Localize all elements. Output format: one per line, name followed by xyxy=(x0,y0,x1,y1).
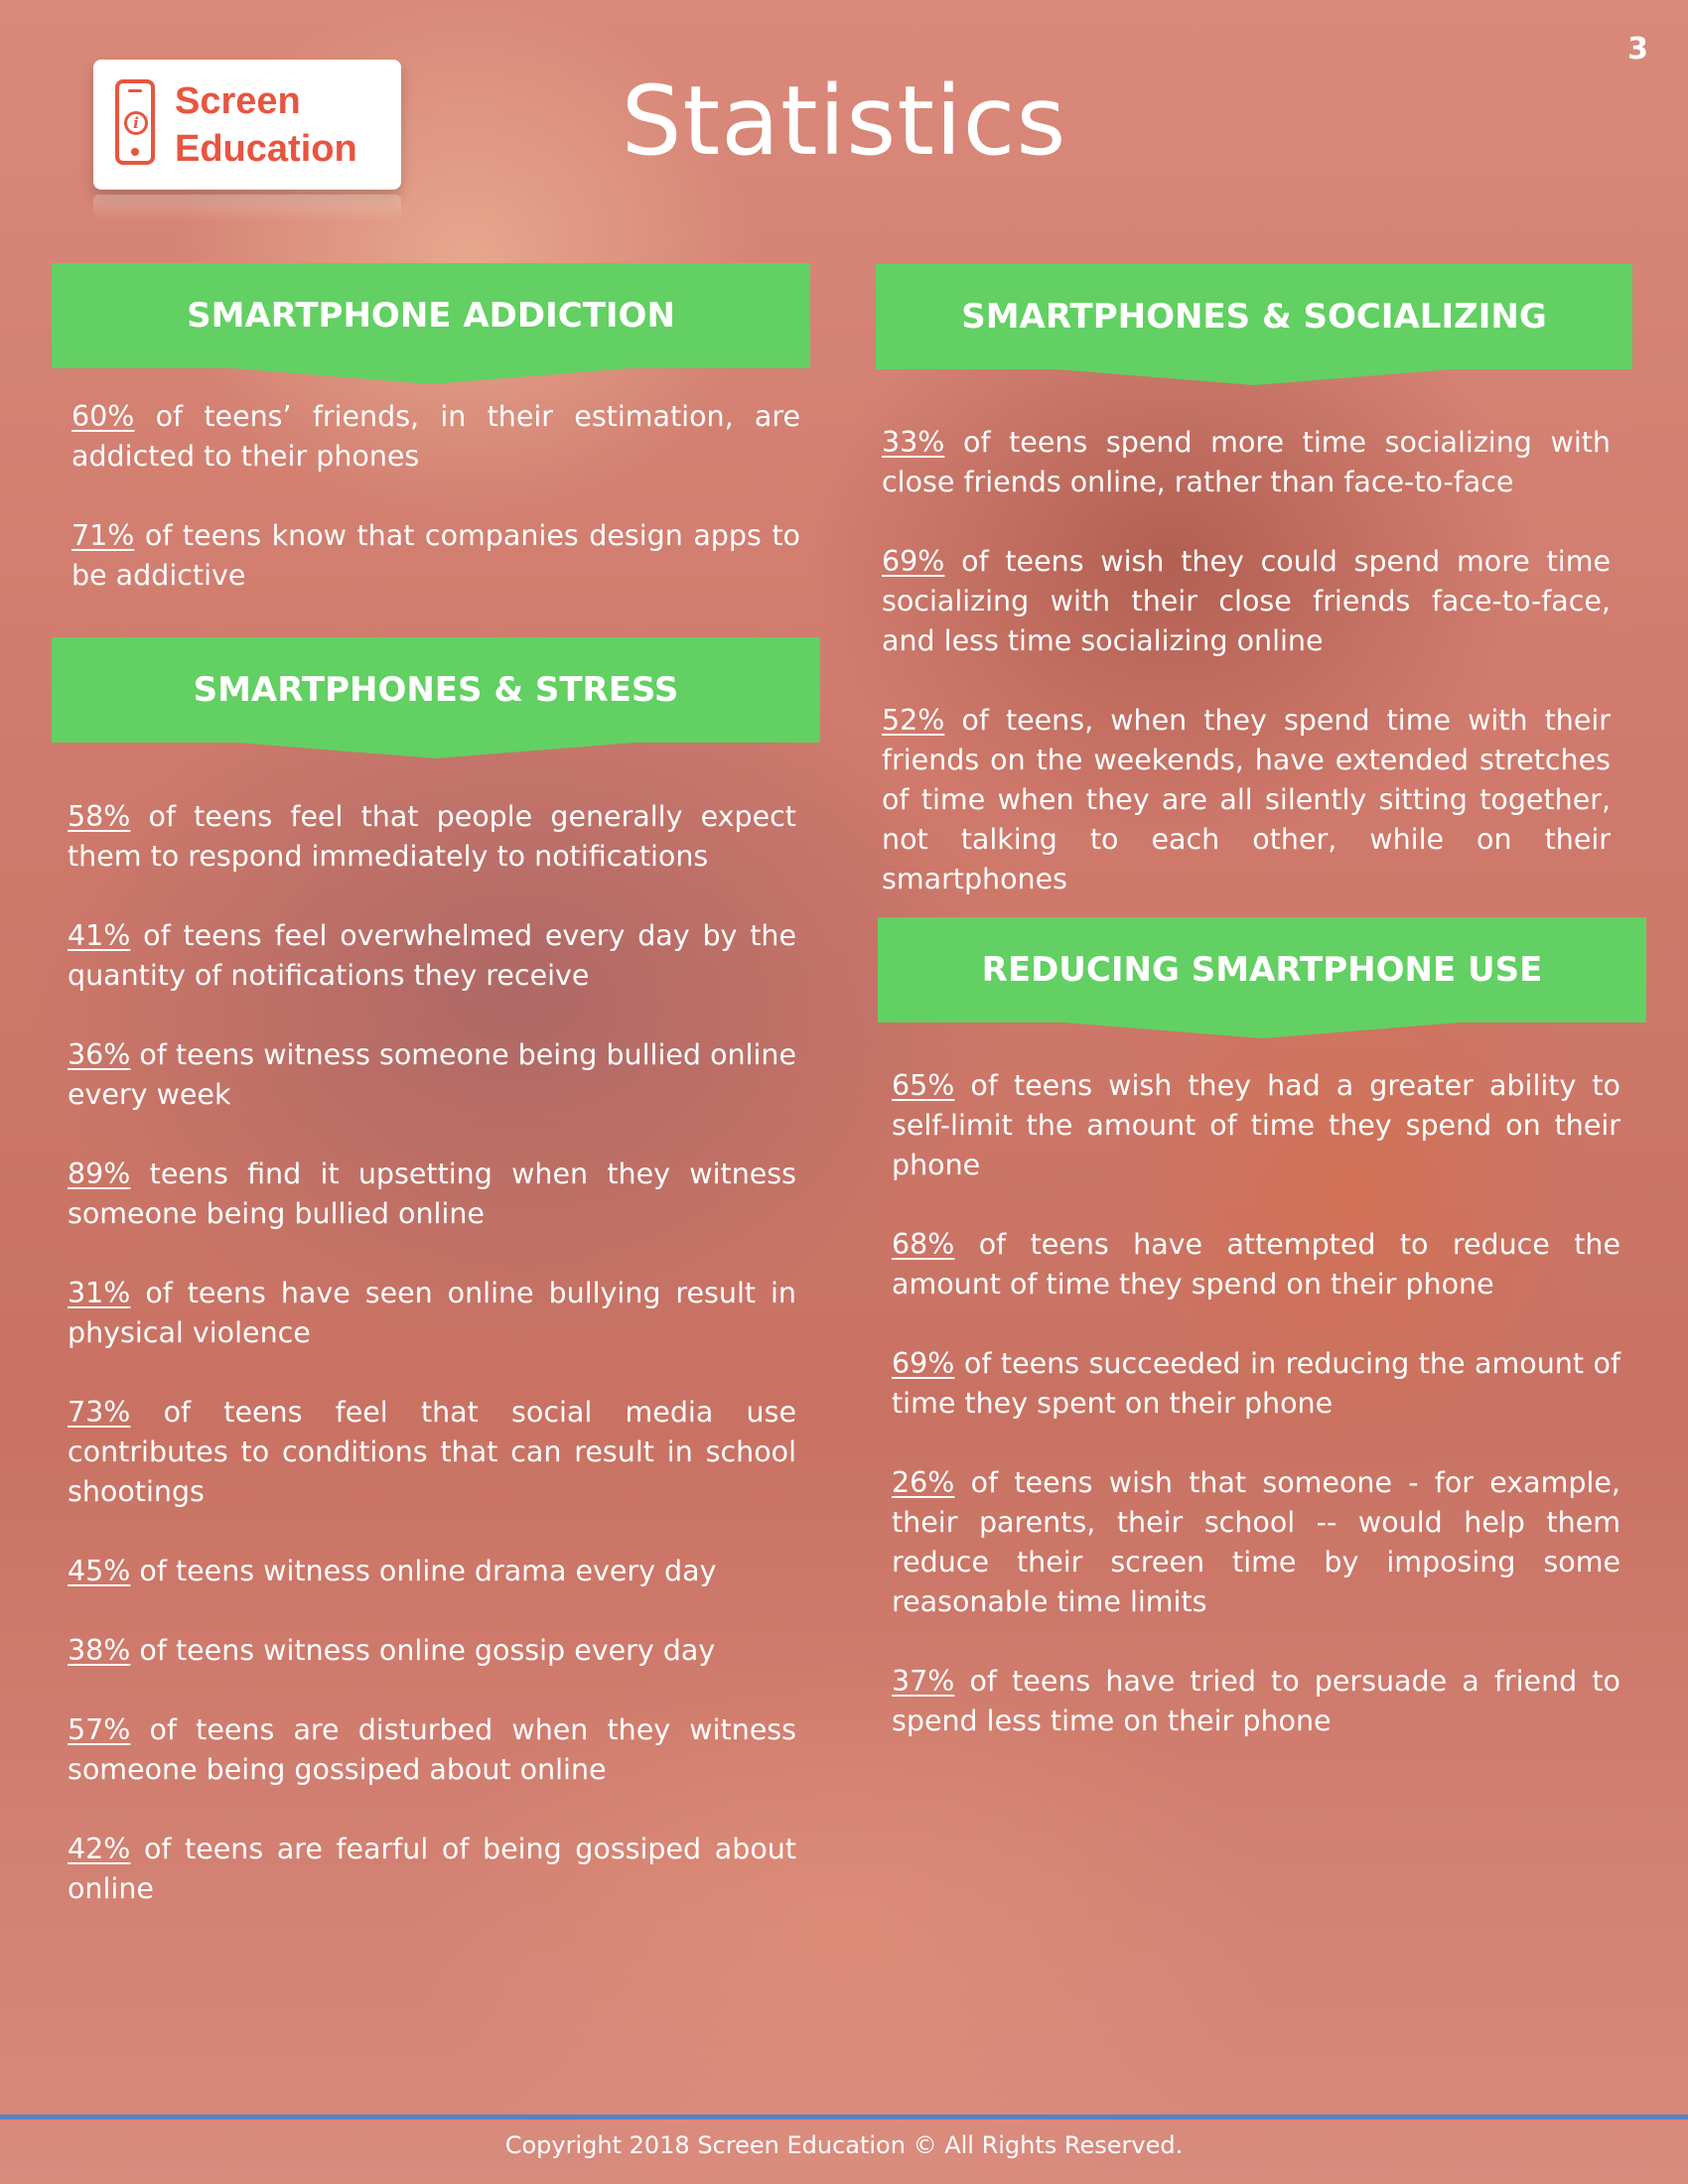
stat-item xyxy=(68,1830,796,1909)
stat-text: of teens have seen online bullying result in physical violence xyxy=(68,1277,796,1349)
stat-item xyxy=(892,1344,1620,1424)
stat-item xyxy=(68,1631,796,1671)
stat-text: of teens have attempted to reduce the amount of time they spend on their phone xyxy=(892,1228,1620,1300)
stat-text: of teens’ friends, in their estimation, are addicted to their phones xyxy=(71,400,800,473)
copyright-footer: Copyright 2018 Screen Education © All Rights Reserved. xyxy=(504,2131,1184,2159)
logo-line-2: Education xyxy=(175,128,357,170)
stat-item xyxy=(892,1463,1620,1622)
stat-item xyxy=(882,701,1611,899)
stat-text: of teens are fearful of being gossiped about online xyxy=(68,1833,796,1905)
stat-text: of teens wish they could spend more time socializing with their close friends face-to-face, and less time socializing online xyxy=(882,545,1611,657)
stat-item xyxy=(892,1662,1620,1741)
stat-percent: 42% xyxy=(68,1833,131,1865)
stat-text: of teens feel that social media use contributes to conditions that can result in school shootings xyxy=(68,1396,796,1508)
stat-percent: 73% xyxy=(68,1396,131,1429)
stat-percent: 36% xyxy=(68,1038,131,1071)
section-heading: SMARTPHONES & SOCIALIZING xyxy=(961,297,1547,337)
stat-text: teens find it upsetting when they witness someone being bullied online xyxy=(68,1158,796,1230)
stat-item xyxy=(71,397,800,477)
page-number: 3 xyxy=(1627,32,1648,67)
banner-smartphones-stress xyxy=(52,637,820,743)
stat-percent: 57% xyxy=(68,1713,131,1746)
banner-smartphones-socializing xyxy=(876,264,1632,369)
stat-text: of teens are disturbed when they witness someone being gossiped about online xyxy=(68,1713,796,1786)
stat-item xyxy=(882,542,1611,661)
stat-percent: 38% xyxy=(68,1634,131,1667)
page-title: Statistics xyxy=(621,66,1067,177)
stat-percent: 33% xyxy=(882,426,945,459)
stat-item xyxy=(68,1393,796,1512)
stat-text: of teens have tried to persuade a friend to spend less time on their phone xyxy=(892,1665,1620,1737)
stat-item xyxy=(68,916,796,996)
stat-percent: 37% xyxy=(892,1665,955,1698)
stat-percent: 71% xyxy=(71,519,135,552)
logo-line-1: Screen xyxy=(175,80,301,122)
stat-percent: 45% xyxy=(68,1555,131,1587)
banner-reducing-smartphone-use xyxy=(878,917,1646,1023)
stat-percent: 31% xyxy=(68,1277,131,1309)
stat-percent: 41% xyxy=(68,919,131,952)
stat-text: of teens, when they spend time with their friends on the weekends, have extended stretches of time when they are all silently sitting together, not talking to each other, while on their smartphones xyxy=(882,704,1611,895)
stat-item xyxy=(892,1066,1620,1185)
stat-percent: 69% xyxy=(892,1347,955,1380)
stat-percent: 26% xyxy=(892,1466,955,1499)
stat-percent: 68% xyxy=(892,1228,955,1261)
stat-item xyxy=(68,1552,796,1591)
stat-text: of teens spend more time socializing with close friends online, rather than face-to-face xyxy=(882,426,1611,498)
stat-item xyxy=(68,1035,796,1115)
stat-item xyxy=(892,1225,1620,1304)
stat-text: of teens witness online gossip every day xyxy=(130,1634,716,1667)
section-heading: SMARTPHONE ADDICTION xyxy=(187,296,675,336)
section-heading: SMARTPHONES & STRESS xyxy=(193,670,679,710)
stat-text: of teens wish they had a greater ability to self-limit the amount of time they spend on their phone xyxy=(892,1069,1620,1181)
stat-percent: 58% xyxy=(68,800,131,833)
stat-percent: 60% xyxy=(71,400,135,433)
footer-divider xyxy=(0,2115,1688,2119)
logo-reflection xyxy=(93,195,401,220)
stat-text: of teens wish that someone - for example, their parents, their school -- would help them reduce their screen time by imposing some reasonable time limits xyxy=(892,1466,1620,1618)
stat-text: of teens witness online drama every day xyxy=(130,1555,717,1587)
stat-item xyxy=(68,1710,796,1790)
phone-info-icon: i xyxy=(115,79,155,165)
stat-item xyxy=(68,1274,796,1353)
stat-percent: 69% xyxy=(882,545,945,578)
stat-percent: 89% xyxy=(68,1158,131,1190)
stat-text: of teens feel that people generally expect them to respond immediately to notifications xyxy=(68,800,796,873)
stat-text: of teens feel overwhelmed every day by the quantity of notifications they receive xyxy=(68,919,796,992)
stat-item xyxy=(71,516,800,596)
section-heading: REDUCING SMARTPHONE USE xyxy=(981,950,1543,990)
stat-text: of teens witness someone being bullied online every week xyxy=(68,1038,796,1111)
stat-item xyxy=(882,423,1611,502)
stat-percent: 52% xyxy=(882,704,945,737)
banner-smartphone-addiction xyxy=(52,263,810,368)
stat-text: of teens succeeded in reducing the amount of time they spent on their phone xyxy=(892,1347,1620,1420)
stat-percent: 65% xyxy=(892,1069,955,1102)
stat-item xyxy=(68,797,796,877)
stat-text: of teens know that companies design apps to be addictive xyxy=(71,519,800,592)
stat-item xyxy=(68,1155,796,1234)
